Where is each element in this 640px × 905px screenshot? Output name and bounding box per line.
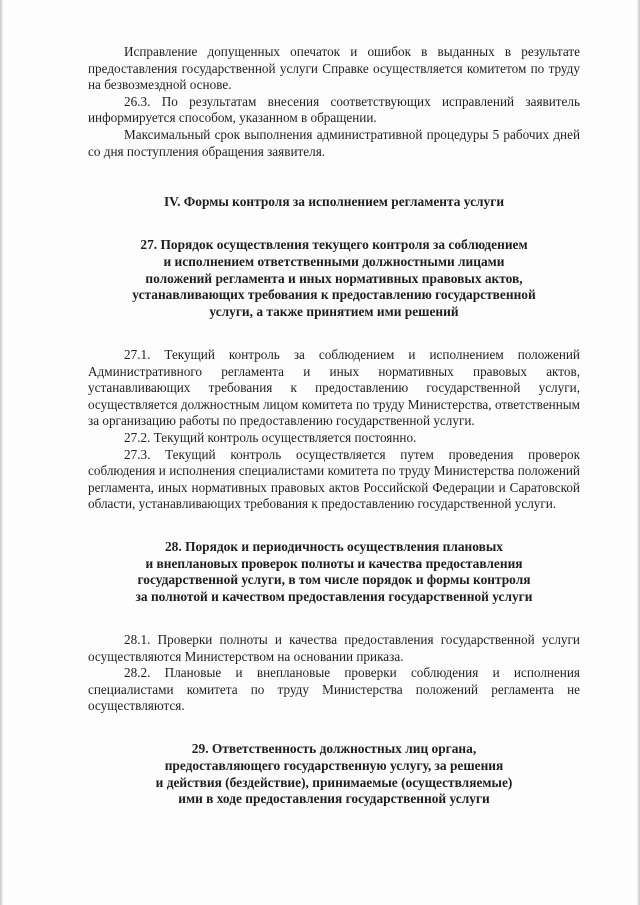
heading-line: 29. Ответственность должностных лиц органа, [191, 741, 477, 757]
heading-line: услуги, а также принятием ими решений [209, 304, 459, 320]
scan-edge-left [0, 0, 3, 905]
heading-line: положений регламента и иных нормативных правовых актов, [145, 270, 523, 286]
section-iv-title: IV. Формы контроля за исполнением регламента услуги [163, 194, 505, 210]
paragraph-correction-free: Исправление допущенных опечаток и ошибок в выданных в результате предоставления государственной услуги Справке осуществляется комитетом по труду на безвозмездной основе. [88, 44, 580, 93]
heading-line: государственной услуги, в том числе порядок и формы контроля [137, 572, 531, 588]
heading-line: предоставляющего государственную услугу, за решения [164, 757, 504, 773]
heading-line: и действия (бездействие), принимаемые (осуществляемые) [155, 774, 513, 790]
section-28-heading [88, 539, 580, 606]
heading-line: 28. Порядок и периодичность осуществления плановых [164, 538, 504, 554]
heading-line: ими в ходе предоставления государственной услуги [178, 791, 490, 807]
section-27-heading [88, 237, 580, 321]
paragraph-26-3: 26.3. По результатам внесения соответствующих исправлений заявитель информируется способом, указанном в обращении. [88, 93, 580, 126]
heading-line: и внеплановых проверок полноты и качества предоставления [145, 555, 523, 571]
paragraph-28-1: 28.1. Проверки полноты и качества предоставления государственной услуги осуществляются Министерством на основании приказа. [88, 632, 580, 664]
heading-line: и исполнением ответственными должностными лицами [163, 253, 505, 269]
paragraph-max-term: Максимальный срок выполнения административной процедуры 5 рабочих дней со дня поступления обращения заявителя. [88, 126, 580, 159]
paragraph-27-2: 27.2. Текущий контроль осуществляется постоянно. [124, 429, 417, 445]
paragraph-28-2: 28.2. Плановые и внеплановые проверки соблюдения и исполнения специалистами комитета по труду Министерства положений регламента не осуществляются. [88, 665, 580, 714]
paragraph-27-3: 27.3. Текущий контроль осуществляется путем проведения проверок соблюдения и исполнения специалистами комитета по труду Министерства положений регламента, иных нормативных правовых актов Российской Федерации и Саратовской области, устанавливающих требования к предоставлению государственной услуги. [88, 446, 580, 512]
section-29-heading [88, 741, 580, 808]
heading-line: устанавливающих требования к предоставлению государственной [132, 287, 536, 303]
paragraph-27-1: 27.1. Текущий контроль за соблюдением и исполнением положений Административного регламента и иных нормативных правовых актов, устанавливающих требования к предоставлению государственной услуги, осуществляется должностным лицом комитета по труду Министерства, ответственным за организацию работы по предоставлению государственной услуги. [88, 346, 580, 429]
heading-line: 27. Порядок осуществления текущего контроля за соблюдением [140, 236, 528, 252]
heading-line: за полнотой и качеством предоставления государственной услуги [135, 589, 533, 605]
